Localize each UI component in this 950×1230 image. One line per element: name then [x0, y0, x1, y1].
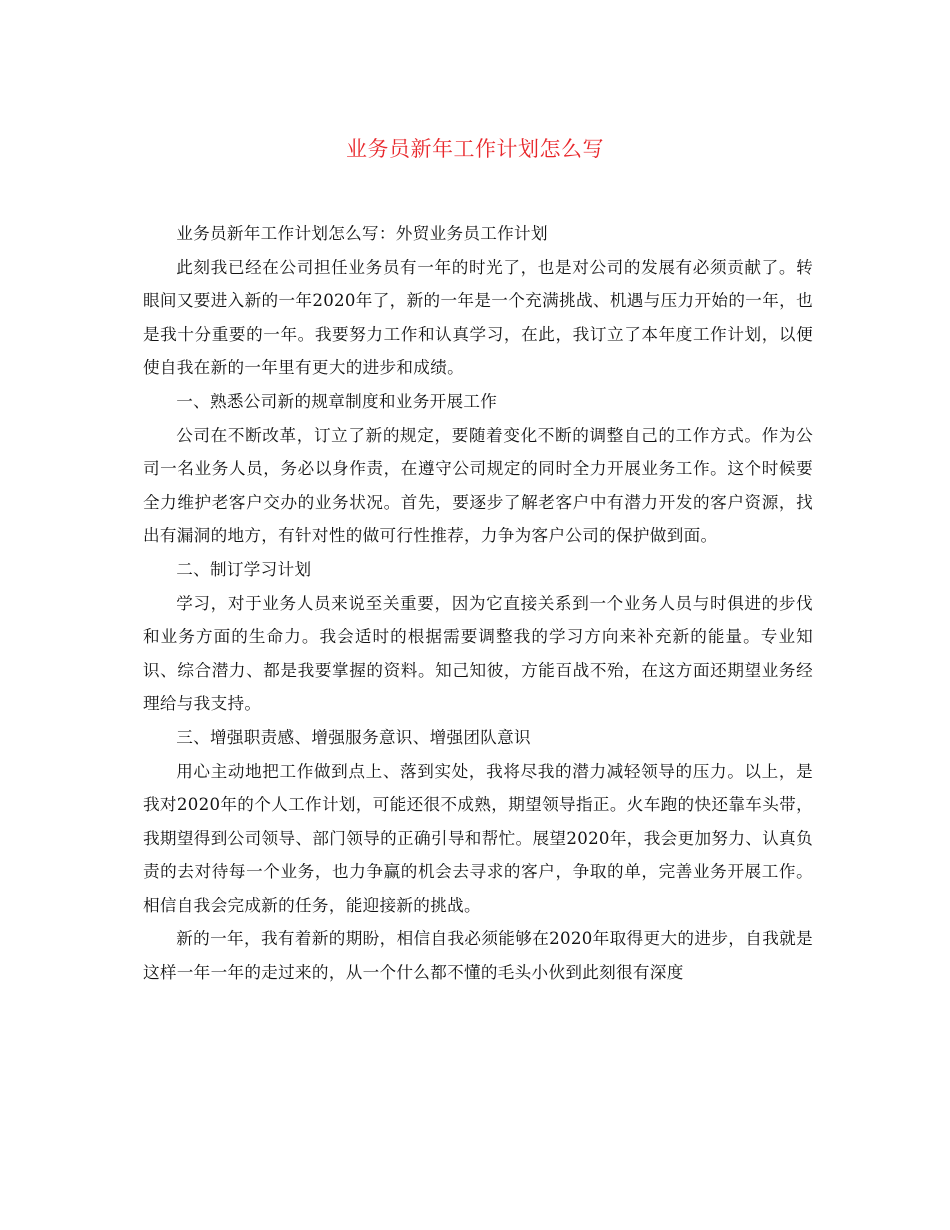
paragraph-section-2: 学习，对于业务人员来说至关重要，因为它直接关系到一个业务人员与时俱进的步伐和业务方面的生命力。我会适时的根据需要调整我的学习方向来补充新的能量。专业知识、综合潜力、都是我要掌握的资料。知己知彼，方能百战不殆，在这方面还期望业务经理给与我支持。 [143, 593, 813, 714]
section-heading-1: 一、熟悉公司新的规章制度和业务开展工作 [176, 391, 498, 411]
paragraph-intro: 此刻我已经在公司担任业务员有一年的时光了，也是对公司的发展有必须贡献了。转眼间又要进入新的一年2020年了，新的一年是一个充满挑战、机遇与压力开始的一年，也是我十分重要的一年。我要努力工作和认真学习，在此，我订立了本年度工作计划，以便使自我在新的一年里有更大的进步和成绩。 [143, 257, 813, 378]
paragraph-section-3: 用心主动地把工作做到点上、落到实处，我将尽我的潜力减轻领导的压力。以上，是我对2020年的个人工作计划，可能还很不成熟，期望领导指正。火车跑的快还靠车头带，我期望得到公司领导、部门领导的正确引导和帮忙。展望2020年，我会更加努力、认真负责的去对待每一个业务，也力争赢的机会去寻求的客户，争取的单，完善业务开展工作。相信自我会完成新的任务，能迎接新的挑战。 [143, 761, 813, 915]
document-title: 业务员新年工作计划怎么写 [346, 137, 604, 161]
section-heading-3: 三、增强职责感、增强服务意识、增强团队意识 [176, 727, 531, 747]
paragraph-section-1: 公司在不断改革，订立了新的规定，要随着变化不断的调整自己的工作方式。作为公司一名业务人员，务必以身作责，在遵守公司规定的同时全力开展业务工作。这个时候要全力维护老客户交办的业务状况。首先，要逐步了解老客户中有潜力开发的客户资源，找出有漏洞的地方，有针对性的做可行性推荐，力争为客户公司的保护做到面。 [143, 425, 813, 546]
paragraph-closing: 新的一年，我有着新的期盼，相信自我必须能够在2020年取得更大的进步，自我就是这样一年一年的走过来的，从一个什么都不懂的毛头小伙到此刻很有深度 [143, 929, 813, 983]
paragraph-subtitle: 业务员新年工作计划怎么写：外贸业务员工作计划 [176, 224, 548, 243]
document-body [143, 217, 813, 990]
section-heading-2: 二、制订学习计划 [176, 559, 312, 579]
